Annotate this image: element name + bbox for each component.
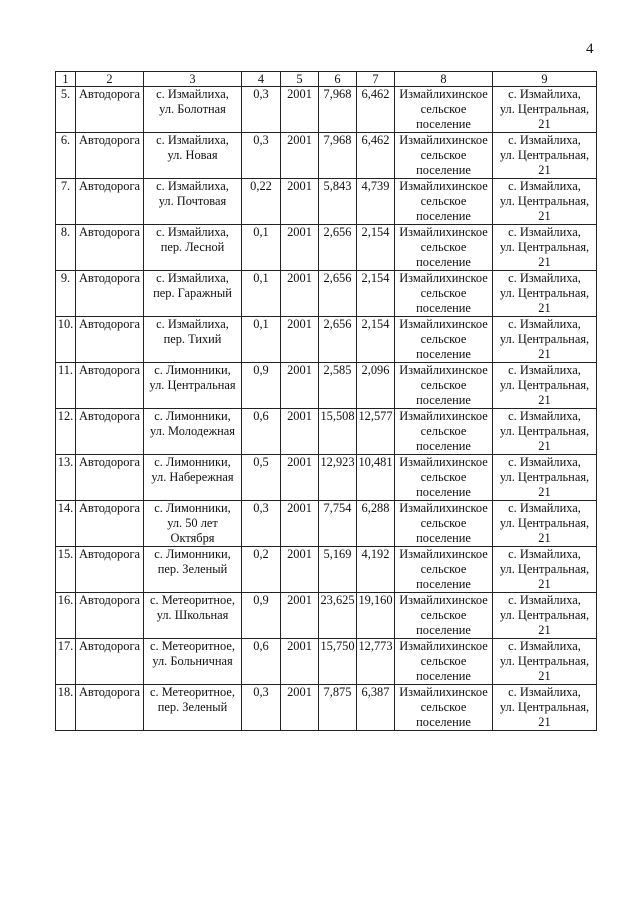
- row-number-cell: 18.: [56, 685, 76, 731]
- location-cell-line: ул. Почтовая: [158, 194, 227, 208]
- address-cell-line: 21: [538, 623, 551, 637]
- column-7-cell: 4,739: [357, 179, 395, 225]
- column-6-cell: 7,968: [319, 133, 357, 179]
- owner-cell-line: сельское: [420, 516, 467, 530]
- owner-cell: [395, 363, 493, 409]
- object-type-cell: Автодорога: [76, 409, 144, 455]
- column-6-cell: 7,754: [319, 501, 357, 547]
- owner-cell: [395, 225, 493, 271]
- column-7-cell: 6,462: [357, 133, 395, 179]
- address-cell: [493, 409, 597, 455]
- length-cell: 0,9: [242, 593, 281, 639]
- location-cell: [144, 501, 242, 547]
- address-cell-line: 21: [538, 117, 551, 131]
- address-cell: [493, 225, 597, 271]
- owner-cell-line: Измайлихинское: [399, 133, 488, 147]
- column-header: 5: [281, 72, 319, 87]
- address-cell-line: ул. Центральная,: [499, 194, 590, 208]
- owner-cell-line: сельское: [420, 654, 467, 668]
- row-number-cell: 5.: [56, 87, 76, 133]
- page-number: 4: [586, 41, 594, 57]
- length-cell: 0,9: [242, 363, 281, 409]
- owner-cell: [395, 501, 493, 547]
- year-cell: 2001: [281, 501, 319, 547]
- location-cell-line: с. Измайлиха,: [156, 87, 229, 101]
- address-cell-line: с. Измайлиха,: [508, 87, 581, 101]
- column-header: 9: [493, 72, 597, 87]
- address-cell-line: ул. Центральная,: [499, 516, 590, 530]
- length-cell: 0,5: [242, 455, 281, 501]
- length-cell: 0,6: [242, 409, 281, 455]
- address-cell-line: ул. Центральная,: [499, 286, 590, 300]
- column-header: 2: [76, 72, 144, 87]
- column-6-cell: 5,169: [319, 547, 357, 593]
- location-cell-line: ул. Школьная: [156, 608, 229, 622]
- address-cell: [493, 133, 597, 179]
- year-cell: 2001: [281, 87, 319, 133]
- owner-cell-line: поселение: [416, 577, 471, 591]
- owner-cell-line: поселение: [416, 393, 471, 407]
- object-type-cell: Автодорога: [76, 639, 144, 685]
- owner-cell-line: Измайлихинское: [399, 409, 488, 423]
- column-7-cell: 6,288: [357, 501, 395, 547]
- column-header: 6: [319, 72, 357, 87]
- address-cell-line: с. Измайлиха,: [508, 179, 581, 193]
- object-type-cell: Автодорога: [76, 547, 144, 593]
- owner-cell-line: Измайлихинское: [399, 317, 488, 331]
- row-number-cell: 12.: [56, 409, 76, 455]
- object-type-cell: Автодорога: [76, 363, 144, 409]
- owner-cell-line: сельское: [420, 332, 467, 346]
- table-row: [56, 409, 597, 455]
- location-cell-line: пер. Зеленый: [157, 700, 228, 714]
- owner-cell-line: Измайлихинское: [399, 225, 488, 239]
- row-number-cell: 8.: [56, 225, 76, 271]
- length-cell: 0,3: [242, 685, 281, 731]
- location-cell: [144, 133, 242, 179]
- row-number-cell: 17.: [56, 639, 76, 685]
- owner-cell-line: Измайлихинское: [399, 547, 488, 561]
- address-cell-line: с. Измайлиха,: [508, 409, 581, 423]
- address-cell-line: ул. Центральная,: [499, 608, 590, 622]
- address-cell-line: с. Измайлиха,: [508, 501, 581, 515]
- owner-cell-line: сельское: [420, 700, 467, 714]
- owner-cell-line: Измайлихинское: [399, 501, 488, 515]
- location-cell-line: с. Измайлиха,: [156, 317, 229, 331]
- length-cell: 0,1: [242, 225, 281, 271]
- owner-cell: [395, 179, 493, 225]
- length-cell: 0,22: [242, 179, 281, 225]
- address-cell-line: 21: [538, 209, 551, 223]
- owner-cell-line: сельское: [420, 608, 467, 622]
- location-cell: [144, 363, 242, 409]
- column-7-cell: 10,481: [357, 455, 395, 501]
- column-7-cell: 2,154: [357, 225, 395, 271]
- object-type-cell: Автодорога: [76, 225, 144, 271]
- object-type-cell: Автодорога: [76, 685, 144, 731]
- address-cell: [493, 271, 597, 317]
- address-cell: [493, 87, 597, 133]
- owner-cell: [395, 409, 493, 455]
- address-cell: [493, 639, 597, 685]
- column-header: 4: [242, 72, 281, 87]
- column-6-cell: 23,625: [319, 593, 357, 639]
- owner-cell-line: Измайлихинское: [399, 87, 488, 101]
- column-7-cell: 12,577: [357, 409, 395, 455]
- address-cell: [493, 593, 597, 639]
- column-header: 7: [357, 72, 395, 87]
- year-cell: 2001: [281, 179, 319, 225]
- location-cell: [144, 639, 242, 685]
- address-cell: [493, 547, 597, 593]
- column-6-cell: 2,656: [319, 271, 357, 317]
- owner-cell-line: Измайлихинское: [399, 455, 488, 469]
- owner-cell: [395, 455, 493, 501]
- table-row: [56, 685, 597, 731]
- column-7-cell: 6,462: [357, 87, 395, 133]
- address-cell: [493, 363, 597, 409]
- row-number-cell: 13.: [56, 455, 76, 501]
- column-6-cell: 15,750: [319, 639, 357, 685]
- column-6-cell: 7,875: [319, 685, 357, 731]
- address-cell-line: 21: [538, 485, 551, 499]
- address-cell-line: ул. Центральная,: [499, 148, 590, 162]
- location-cell-line: Октября: [170, 531, 215, 545]
- address-cell-line: ул. Центральная,: [499, 424, 590, 438]
- address-cell-line: с. Измайлиха,: [508, 455, 581, 469]
- column-7-cell: 2,154: [357, 317, 395, 363]
- column-6-cell: 2,656: [319, 317, 357, 363]
- year-cell: 2001: [281, 455, 319, 501]
- row-number-cell: 6.: [56, 133, 76, 179]
- table-row: [56, 179, 597, 225]
- address-cell-line: ул. Центральная,: [499, 102, 590, 116]
- length-cell: 0,1: [242, 271, 281, 317]
- owner-cell-line: Измайлихинское: [399, 685, 488, 699]
- roads-registry-table: [55, 71, 597, 731]
- column-7-cell: 6,387: [357, 685, 395, 731]
- column-6-cell: 2,585: [319, 363, 357, 409]
- owner-cell-line: поселение: [416, 485, 471, 499]
- owner-cell-line: поселение: [416, 117, 471, 131]
- address-cell-line: ул. Центральная,: [499, 470, 590, 484]
- column-header: 8: [395, 72, 493, 87]
- address-cell-line: 21: [538, 393, 551, 407]
- address-cell-line: ул. Центральная,: [499, 240, 590, 254]
- address-cell: [493, 179, 597, 225]
- location-cell-line: с. Лимонники,: [154, 363, 231, 377]
- owner-cell-line: поселение: [416, 255, 471, 269]
- address-cell-line: 21: [538, 531, 551, 545]
- owner-cell-line: сельское: [420, 102, 467, 116]
- column-header: 1: [56, 72, 76, 87]
- column-6-cell: 7,968: [319, 87, 357, 133]
- owner-cell-line: Измайлихинское: [399, 179, 488, 193]
- year-cell: 2001: [281, 639, 319, 685]
- year-cell: 2001: [281, 409, 319, 455]
- owner-cell: [395, 547, 493, 593]
- row-number-cell: 16.: [56, 593, 76, 639]
- object-type-cell: Автодорога: [76, 179, 144, 225]
- location-cell-line: пер. Тихий: [163, 332, 222, 346]
- address-cell-line: с. Измайлиха,: [508, 317, 581, 331]
- location-cell: [144, 547, 242, 593]
- year-cell: 2001: [281, 593, 319, 639]
- owner-cell-line: поселение: [416, 301, 471, 315]
- object-type-cell: Автодорога: [76, 87, 144, 133]
- owner-cell: [395, 317, 493, 363]
- owner-cell: [395, 133, 493, 179]
- length-cell: 0,2: [242, 547, 281, 593]
- location-cell-line: с. Лимонники,: [154, 409, 231, 423]
- address-cell-line: ул. Центральная,: [499, 378, 590, 392]
- owner-cell-line: поселение: [416, 669, 471, 683]
- table-row: [56, 593, 597, 639]
- location-cell-line: пер. Зеленый: [157, 562, 228, 576]
- location-cell-line: с. Измайлиха,: [156, 179, 229, 193]
- location-cell: [144, 409, 242, 455]
- address-cell-line: 21: [538, 577, 551, 591]
- location-cell: [144, 317, 242, 363]
- address-cell-line: ул. Центральная,: [499, 562, 590, 576]
- table-row: [56, 317, 597, 363]
- length-cell: 0,3: [242, 133, 281, 179]
- address-cell-line: с. Измайлиха,: [508, 547, 581, 561]
- location-cell: [144, 593, 242, 639]
- owner-cell-line: поселение: [416, 715, 471, 729]
- year-cell: 2001: [281, 363, 319, 409]
- address-cell: [493, 455, 597, 501]
- address-cell: [493, 317, 597, 363]
- location-cell: [144, 685, 242, 731]
- column-6-cell: 12,923: [319, 455, 357, 501]
- location-cell-line: с. Лимонники,: [154, 501, 231, 515]
- owner-cell-line: Измайлихинское: [399, 363, 488, 377]
- table-row: [56, 225, 597, 271]
- location-cell: [144, 271, 242, 317]
- table-row: [56, 639, 597, 685]
- row-number-cell: 10.: [56, 317, 76, 363]
- location-cell-line: с. Лимонники,: [154, 547, 231, 561]
- owner-cell-line: сельское: [420, 194, 467, 208]
- object-type-cell: Автодорога: [76, 455, 144, 501]
- address-cell-line: 21: [538, 715, 551, 729]
- location-cell-line: ул. Болотная: [159, 102, 226, 116]
- year-cell: 2001: [281, 133, 319, 179]
- owner-cell-line: поселение: [416, 623, 471, 637]
- owner-cell-line: сельское: [420, 470, 467, 484]
- owner-cell-line: поселение: [416, 531, 471, 545]
- owner-cell-line: сельское: [420, 148, 467, 162]
- address-cell-line: с. Измайлиха,: [508, 363, 581, 377]
- location-cell-line: с. Метеоритное,: [150, 593, 235, 607]
- location-cell-line: с. Лимонники,: [154, 455, 231, 469]
- row-number-cell: 14.: [56, 501, 76, 547]
- address-cell-line: 21: [538, 669, 551, 683]
- location-cell-line: пер. Лесной: [160, 240, 225, 254]
- owner-cell-line: поселение: [416, 347, 471, 361]
- owner-cell-line: поселение: [416, 163, 471, 177]
- table-row: [56, 271, 597, 317]
- location-cell-line: ул. Молодежная: [150, 424, 235, 438]
- owner-cell-line: Измайлихинское: [399, 271, 488, 285]
- location-cell-line: ул. Набережная: [151, 470, 234, 484]
- location-cell-line: с. Измайлиха,: [156, 225, 229, 239]
- year-cell: 2001: [281, 271, 319, 317]
- owner-cell: [395, 685, 493, 731]
- location-cell-line: ул. Новая: [167, 148, 218, 162]
- column-7-cell: 12,773: [357, 639, 395, 685]
- owner-cell-line: сельское: [420, 562, 467, 576]
- location-cell: [144, 455, 242, 501]
- length-cell: 0,1: [242, 317, 281, 363]
- column-6-cell: 15,508: [319, 409, 357, 455]
- address-cell-line: с. Измайлиха,: [508, 639, 581, 653]
- length-cell: 0,3: [242, 501, 281, 547]
- year-cell: 2001: [281, 317, 319, 363]
- location-cell-line: ул. Центральная: [149, 378, 236, 392]
- owner-cell-line: Измайлихинское: [399, 639, 488, 653]
- address-cell-line: 21: [538, 255, 551, 269]
- owner-cell-line: сельское: [420, 378, 467, 392]
- length-cell: 0,6: [242, 639, 281, 685]
- address-cell-line: с. Измайлиха,: [508, 685, 581, 699]
- table-row: [56, 363, 597, 409]
- row-number-cell: 15.: [56, 547, 76, 593]
- table-row: [56, 547, 597, 593]
- length-cell: 0,3: [242, 87, 281, 133]
- column-7-cell: 2,154: [357, 271, 395, 317]
- table-header-row: [56, 72, 597, 87]
- owner-cell: [395, 87, 493, 133]
- column-7-cell: 2,096: [357, 363, 395, 409]
- address-cell-line: с. Измайлиха,: [508, 133, 581, 147]
- owner-cell-line: сельское: [420, 424, 467, 438]
- address-cell: [493, 685, 597, 731]
- column-6-cell: 2,656: [319, 225, 357, 271]
- location-cell-line: с. Измайлиха,: [156, 271, 229, 285]
- address-cell-line: 21: [538, 163, 551, 177]
- object-type-cell: Автодорога: [76, 317, 144, 363]
- owner-cell-line: сельское: [420, 286, 467, 300]
- location-cell: [144, 179, 242, 225]
- object-type-cell: Автодорога: [76, 271, 144, 317]
- address-cell-line: 21: [538, 439, 551, 453]
- address-cell-line: с. Измайлиха,: [508, 593, 581, 607]
- location-cell-line: ул. Больничная: [152, 654, 233, 668]
- location-cell-line: с. Измайлиха,: [156, 133, 229, 147]
- location-cell-line: с. Метеоритное,: [150, 639, 235, 653]
- location-cell: [144, 87, 242, 133]
- location-cell-line: пер. Гаражный: [153, 286, 232, 300]
- row-number-cell: 11.: [56, 363, 76, 409]
- address-cell-line: 21: [538, 301, 551, 315]
- owner-cell-line: сельское: [420, 240, 467, 254]
- year-cell: 2001: [281, 547, 319, 593]
- object-type-cell: Автодорога: [76, 593, 144, 639]
- address-cell-line: ул. Центральная,: [499, 654, 590, 668]
- row-number-cell: 9.: [56, 271, 76, 317]
- owner-cell: [395, 639, 493, 685]
- row-number-cell: 7.: [56, 179, 76, 225]
- column-7-cell: 19,160: [357, 593, 395, 639]
- object-type-cell: Автодорога: [76, 133, 144, 179]
- owner-cell-line: Измайлихинское: [399, 593, 488, 607]
- object-type-cell: Автодорога: [76, 501, 144, 547]
- address-cell-line: ул. Центральная,: [499, 332, 590, 346]
- column-7-cell: 4,192: [357, 547, 395, 593]
- owner-cell: [395, 593, 493, 639]
- address-cell-line: 21: [538, 347, 551, 361]
- column-header: 3: [144, 72, 242, 87]
- year-cell: 2001: [281, 225, 319, 271]
- address-cell-line: с. Измайлиха,: [508, 271, 581, 285]
- table-row: [56, 87, 597, 133]
- owner-cell: [395, 271, 493, 317]
- owner-cell-line: поселение: [416, 439, 471, 453]
- table-row: [56, 455, 597, 501]
- location-cell-line: ул. 50 лет: [167, 516, 218, 530]
- address-cell: [493, 501, 597, 547]
- column-6-cell: 5,843: [319, 179, 357, 225]
- owner-cell-line: поселение: [416, 209, 471, 223]
- table-row: [56, 133, 597, 179]
- table-row: [56, 501, 597, 547]
- year-cell: 2001: [281, 685, 319, 731]
- address-cell-line: ул. Центральная,: [499, 700, 590, 714]
- location-cell: [144, 225, 242, 271]
- address-cell-line: с. Измайлиха,: [508, 225, 581, 239]
- location-cell-line: с. Метеоритное,: [150, 685, 235, 699]
